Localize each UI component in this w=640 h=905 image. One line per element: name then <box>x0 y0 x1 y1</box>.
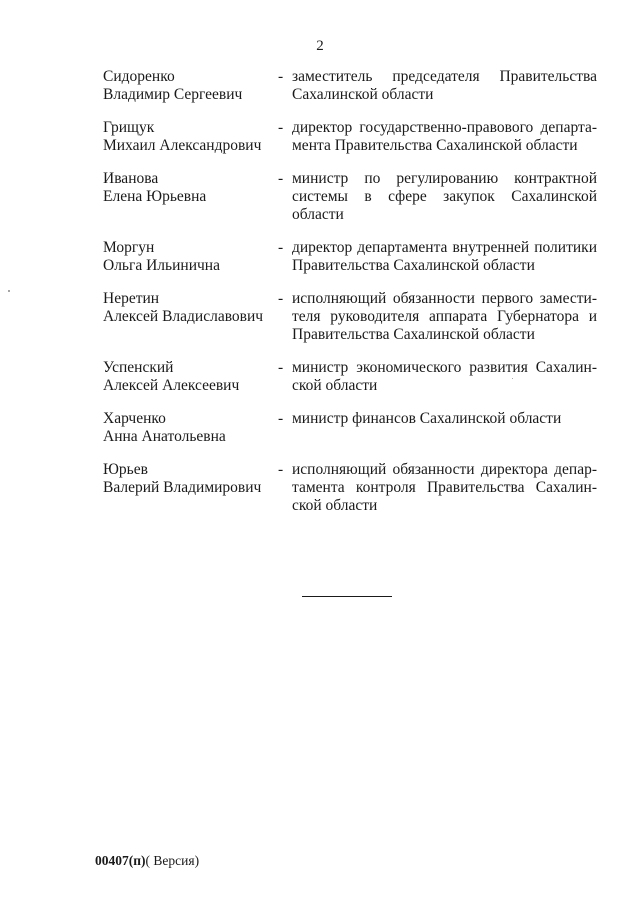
member-position: заместитель председателя Правительства Сахалинской области <box>292 68 597 103</box>
footer-code-number: 00407(п) <box>95 853 146 868</box>
member-surname: Харченко <box>103 410 166 427</box>
member-row <box>103 461 597 515</box>
member-given-names: Алексей Алексеевич <box>103 377 240 394</box>
member-position: министр экономического развития Сахалин-ской области <box>292 359 597 394</box>
member-surname: Моргун <box>103 239 155 256</box>
member-surname: Иванова <box>103 170 159 187</box>
member-name <box>103 119 278 155</box>
member-surname: Успенский <box>103 359 174 376</box>
member-given-names: Елена Юрьевна <box>103 188 207 205</box>
member-dash: - <box>278 68 284 85</box>
member-dash: - <box>278 170 284 187</box>
end-separator-line <box>302 596 392 597</box>
member-surname: Юрьев <box>103 461 148 478</box>
member-given-names: Владимир Сергеевич <box>103 86 243 103</box>
member-surname: Грищук <box>103 119 155 136</box>
member-name <box>103 410 278 446</box>
member-name <box>103 461 278 497</box>
member-row <box>103 239 597 275</box>
member-dash: - <box>278 119 284 136</box>
footer-document-code <box>95 853 199 869</box>
member-surname: Неретин <box>103 290 160 307</box>
member-given-names: Ольга Ильинична <box>103 257 220 274</box>
member-surname: Сидоренко <box>103 68 175 85</box>
member-dash: - <box>278 410 284 427</box>
member-row <box>103 359 597 395</box>
member-position: министр финансов Сахалинской области <box>292 410 562 427</box>
member-dash: - <box>278 359 284 376</box>
member-position: директор департамента внутренней политики Правительства Сахалинской области <box>292 239 597 274</box>
member-given-names: Михаил Александрович <box>103 137 262 154</box>
member-row <box>103 170 597 224</box>
scan-speck <box>8 290 10 292</box>
member-dash: - <box>278 290 284 307</box>
scan-speck <box>512 378 513 379</box>
member-row <box>103 68 597 104</box>
page-number: 2 <box>316 38 324 54</box>
member-dash: - <box>278 461 284 478</box>
member-row <box>103 410 597 446</box>
member-name <box>103 170 278 206</box>
member-name <box>103 359 278 395</box>
member-position: министр по регулированию контрактной системы в сфере закупок Сахалинской области <box>292 170 597 223</box>
member-position: директор государственно-правового департа-мента Правительства Сахалинской области <box>292 119 597 154</box>
member-name <box>103 68 278 104</box>
member-name <box>103 239 278 275</box>
member-row <box>103 290 597 344</box>
member-position: исполняющий обязанности первого замести-теля руководителя аппарата Губернатора и Правительства Сахалинской области <box>292 290 597 343</box>
member-name <box>103 290 278 326</box>
member-given-names: Валерий Владимирович <box>103 479 262 496</box>
member-given-names: Алексей Владиславович <box>103 308 264 325</box>
member-dash: - <box>278 239 284 256</box>
member-row <box>103 119 597 155</box>
member-given-names: Анна Анатольевна <box>103 428 226 445</box>
members-list <box>103 68 597 530</box>
member-position: исполняющий обязанности директора депар-тамента контроля Правительства Сахалин-ской области <box>292 461 597 514</box>
footer-code-label: ( Версия) <box>145 853 200 868</box>
